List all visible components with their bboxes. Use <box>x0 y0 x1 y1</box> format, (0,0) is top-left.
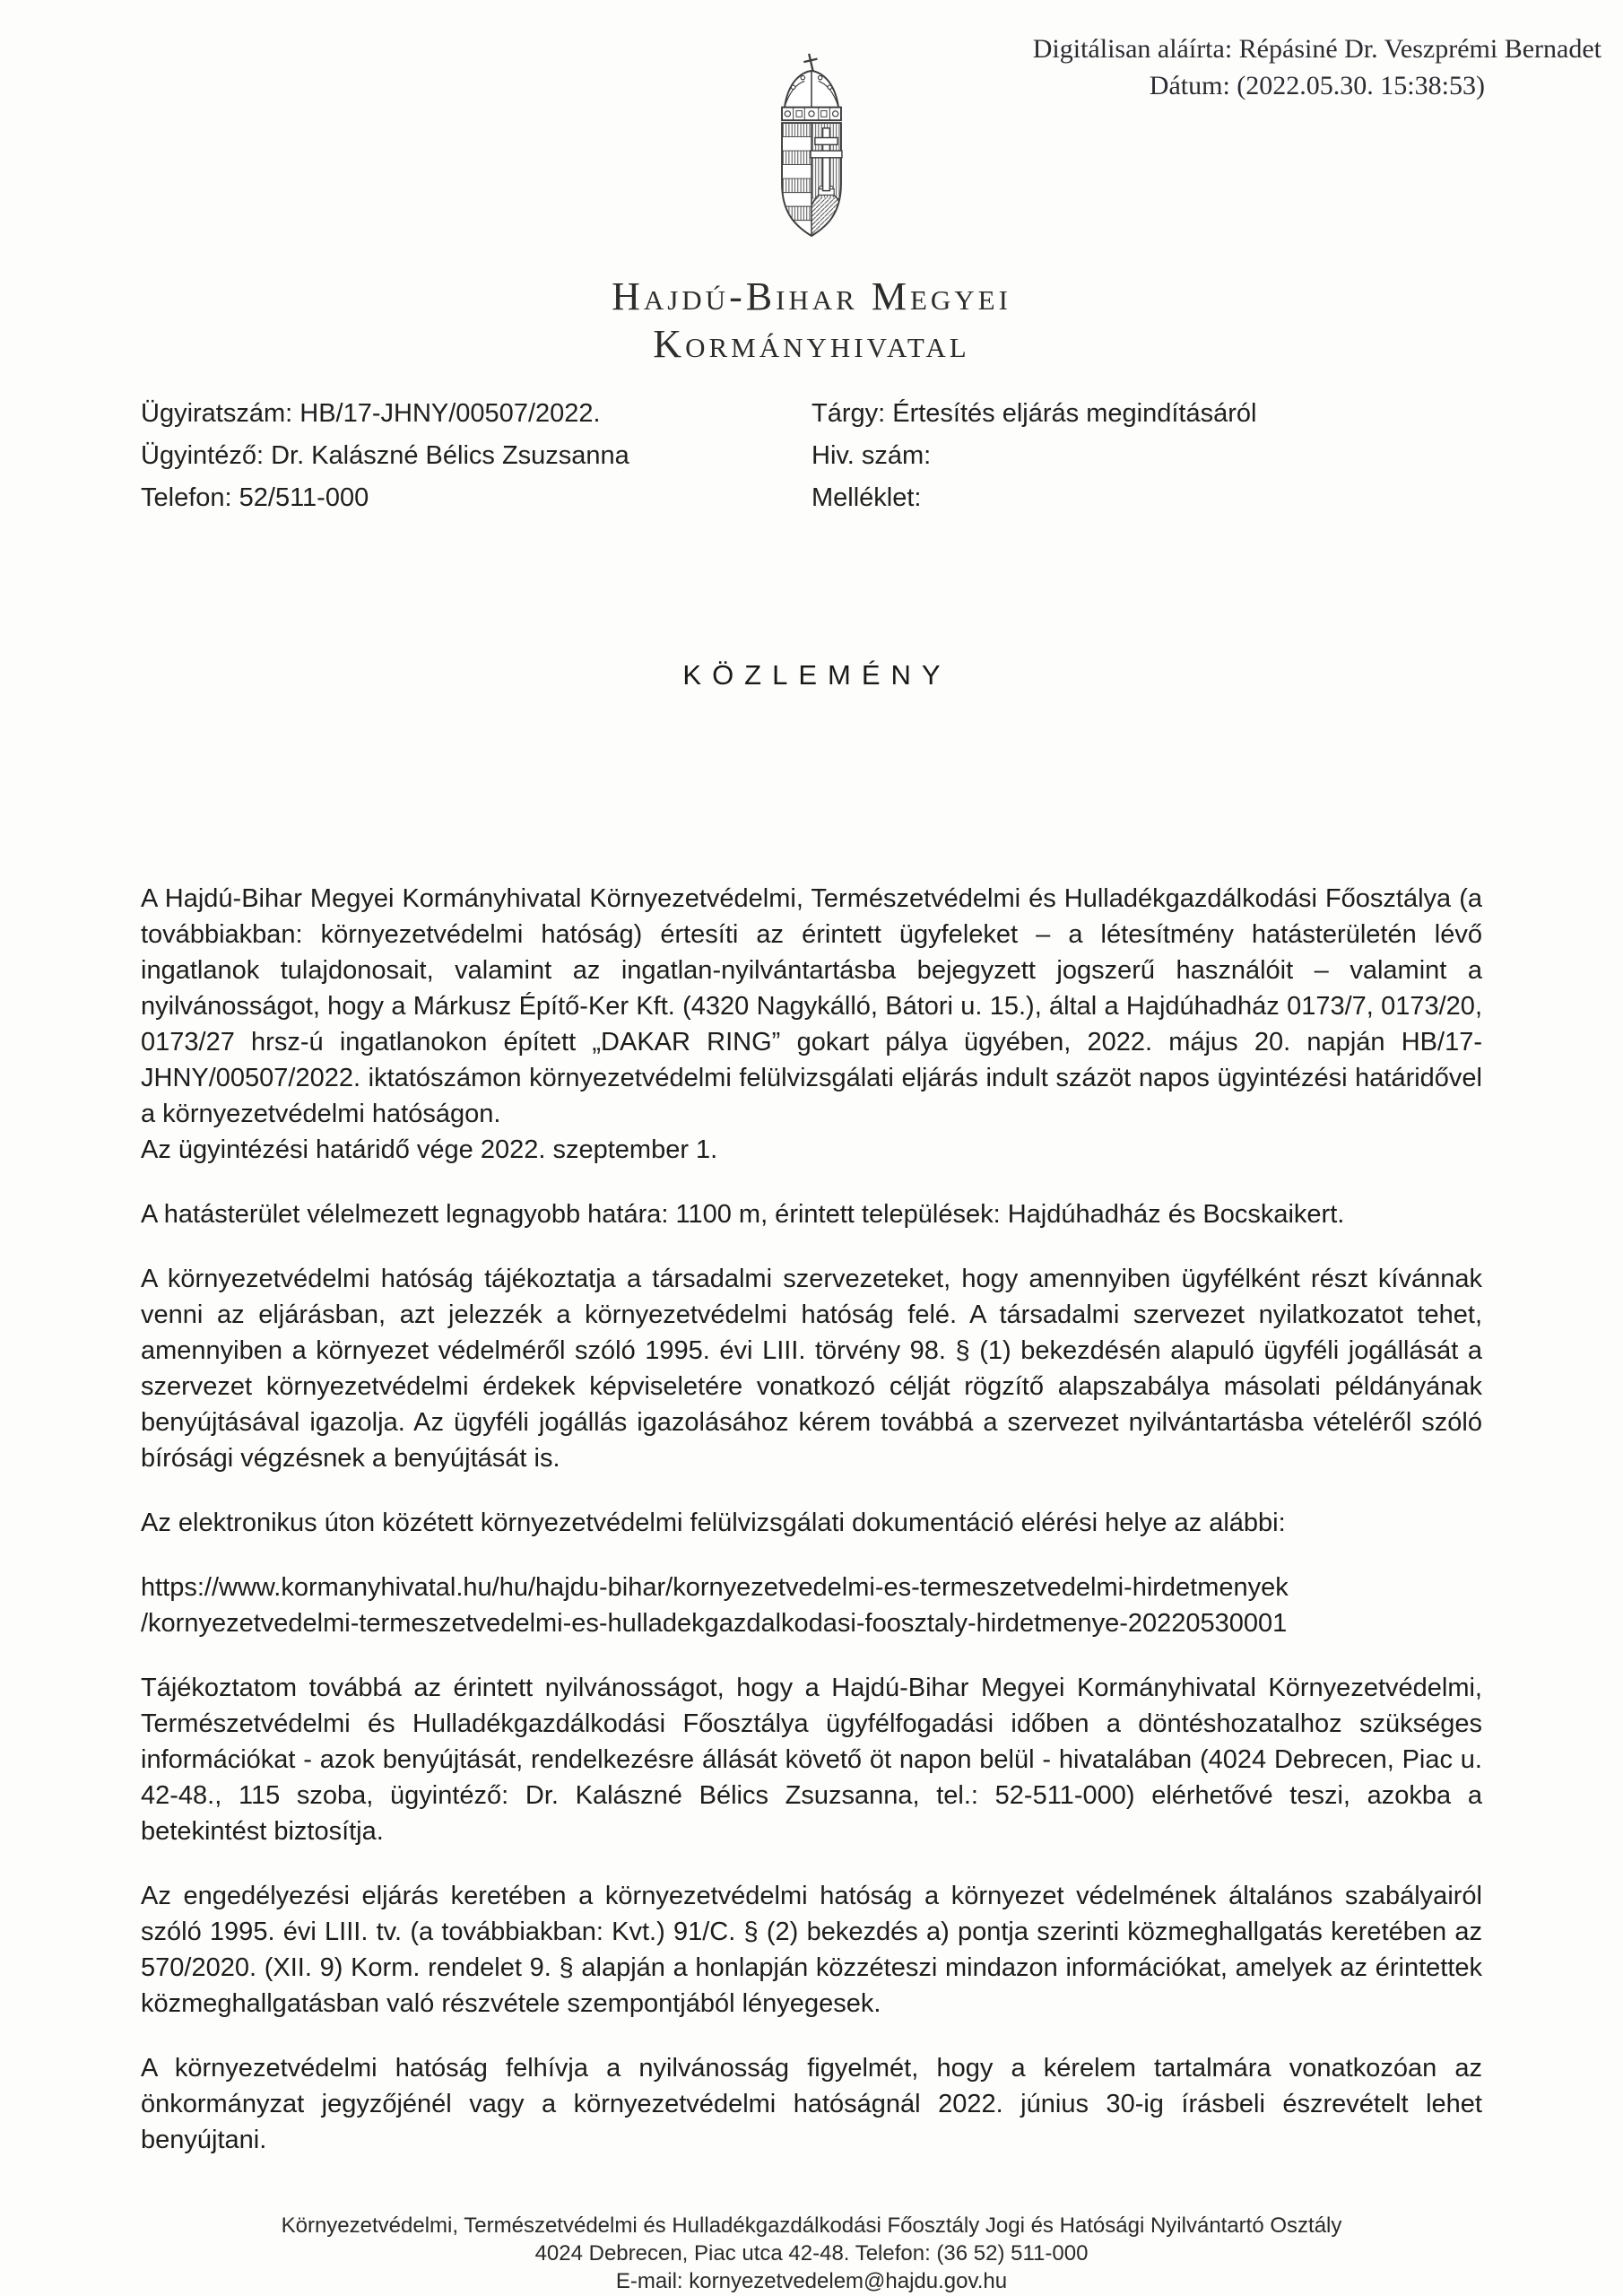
meta-subject: Tárgy: Értesítés eljárás megindításáról <box>812 399 1257 428</box>
footer-address-phone: 4024 Debrecen, Piac utca 42-48. Telefon: (36 52) 511-000 <box>534 2241 1089 2266</box>
paragraph-deadline: Az ügyintézési határidő vége 2022. szeptember 1. <box>141 1135 718 1164</box>
organization-name <box>0 273 1623 368</box>
meta-case-number: Ügyiratszám: HB/17-JHNY/00507/2022. <box>141 399 601 428</box>
paragraph-impact-area: A hatásterület vélelmezett legnagyobb határa: 1100 m, érintett települések: Hajdúhadház és Bocskaikert. <box>141 1200 1345 1229</box>
paragraph-public-hearing: Az engedélyezési eljárás keretében a környezetvédelmi hatóság a környezet védelmének általános szabályairól szóló 1995. évi LIII. tv. (a továbbiakban: Kvt.) 91/C. § (2) bekezdés a) pontja szerinti közmeghallgatás keretében az 570/2020. (XII. 9) Korm. rendelet 9. § alapján a honlapján közzéteszi mindazon információkat, amelyek az érintettek közmeghallgatásban való részvétele szempontjából lényegesek. <box>141 1882 1482 2018</box>
footer-department: Környezetvédelmi, Természetvédelmi és Hulladékgazdálkodási Főosztály Jogi és Hatósági Nyilvántartó Osztály <box>281 2213 1342 2238</box>
digital-signature-date: Dátum: (2022.05.30. 15:38:53) <box>1149 71 1485 100</box>
footer-email: E-mail: kornyezetvedelem@hajdu.gov.hu <box>615 2269 1008 2293</box>
organization-name-line2: Kormányhivatal <box>653 322 970 366</box>
meta-right-column <box>812 393 1256 519</box>
meta-phone: Telefon: 52/511-000 <box>141 483 369 512</box>
document-title: KÖZLEMÉNY <box>682 659 951 691</box>
paragraph-documentation-location: Az elektronikus úton közétett környezetvédelmi felülvizsgálati dokumentáció elérési helye az alábbi: <box>141 1509 1286 1537</box>
documentation-url-line1: https://www.kormanyhivatal.hu/hu/hajdu-bihar/kornyezetvedelmi-es-termeszetvedelmi-hirdetmenyek <box>141 1573 1289 1602</box>
organization-name-line1: Hajdú-Bihar Megyei <box>612 274 1011 318</box>
paragraph-ngo-information: A környezetvédelmi hatóság tájékoztatja a társadalmi szervezeteket, hogy amennyiben ügyfélként részt kívánnak venni az eljárásban, azt jelezzék a környezetvédelmi hatóság felé. A társadalmi szervezet nyilatkozatot tehet, amennyiben a környezet védelméről szóló 1995. évi LIII. törvény 98. § (1) bekezdésén alapuló ügyféli jogállását a szervezet környezetvédelmi érdekek képviseletére vonatkozó célját rögzítő alapszabálya másolati példányának benyújtásával igazolja. Az ügyféli jogállás igazolásához kérem továbbá a szervezet nyilvántartásba vételéről szóló bírósági végzésnek a benyújtását is. <box>141 1265 1482 1473</box>
paragraph-written-comments: A környezetvédelmi hatóság felhívja a nyilvánosság figyelmét, hogy a kérelem tartalmára vonatkozóan az önkormányzat jegyzőjénél vagy a környezetvédelmi hatóságnál 2022. június 30-ig írásbeli észrevételt lehet benyújtani. <box>141 2054 1482 2154</box>
meta-attachment: Melléklet: <box>812 483 922 512</box>
meta-case-officer: Ügyintéző: Dr. Kalászné Bélics Zsuzsanna <box>141 441 629 470</box>
document-footer <box>0 2212 1623 2295</box>
paragraph-public-inspection: Tájékoztatom továbbá az érintett nyilvánosságot, hogy a Hajdú-Bihar Megyei Kormányhivatal Környezetvédelmi, Természetvédelmi és Hulladékgazdálkodási Főosztálya ügyfélfogadási időben a döntéshozatalhoz szükséges információkat - azok benyújtását, rendelkezésre állását követő öt napon belül - hivatalában (4024 Debrecen, Piac u. 42-48., 115 szoba, ügyintéző: Dr. Kalászné Bélics Zsuzsanna, tel.: 52-511-000) elérhetővé teszi, azokba a betekintést biztosítja. <box>141 1674 1482 1846</box>
document-meta <box>141 393 1482 519</box>
paragraph-procedure-start: A Hajdú-Bihar Megyei Kormányhivatal Környezetvédelmi, Természetvédelmi és Hulladékgazdálkodási Főosztálya (a továbbiakban: környezetvédelmi hatóság) értesíti az érintett ügyfeleket – a létesítmény hatásterületén lévő ingatlanok tulajdonosait, valamint az ingatlan-nyilvántartásba bejegyzett jogszerű használóit – valamint a nyilvánosságot, hogy a Márkusz Építő-Ker Kft. (4320 Nagykálló, Bátori u. 15.), által a Hajdúhadház 0173/7, 0173/20, 0173/27 hrsz-ú ingatlanokon épített „DAKAR RING” gokart pálya ügyében, 2022. május 20. napján HB/17-JHNY/00507/2022. iktatószámon környezetvédelmi felülvizsgálati eljárás indult százöt napos ügyintézési határidővel a környezetvédelmi hatóságon. <box>141 884 1482 1128</box>
digital-signature-signer: Digitálisan aláírta: Répásiné Dr. Veszprémi Bernadet <box>1032 34 1601 64</box>
digital-signature-block <box>1033 30 1601 104</box>
documentation-url-line2: /kornyezetvedelmi-termeszetvedelmi-es-hulladekgazdalkodasi-foosztaly-hirdetmenye-20220530001 <box>141 1609 1288 1638</box>
meta-reference-number: Hiv. szám: <box>812 441 932 470</box>
document-body <box>141 881 1482 2187</box>
hungarian-coat-of-arms-icon <box>755 50 868 259</box>
